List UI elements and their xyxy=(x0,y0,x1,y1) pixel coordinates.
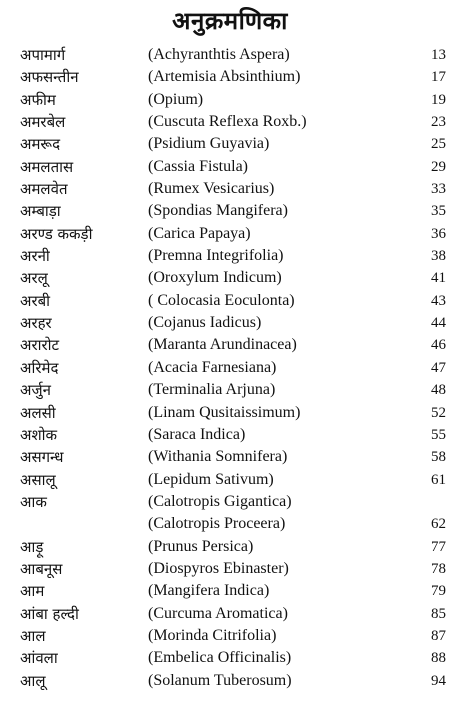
hindi-name: अर्जुन xyxy=(20,381,51,400)
page-number: 38 xyxy=(431,248,446,265)
index-entry xyxy=(0,424,460,446)
hindi-name: अरलू xyxy=(20,269,48,288)
index-entry xyxy=(0,558,460,580)
botanical-name: (Maranta Arundinacea) xyxy=(148,336,297,354)
hindi-name: आक xyxy=(20,492,47,511)
botanical-name: (Lepidum Sativum) xyxy=(148,470,274,488)
botanical-name: (Carica Papaya) xyxy=(148,224,251,242)
page-number: 23 xyxy=(431,114,446,131)
hindi-name: आलू xyxy=(20,671,46,690)
page-number: 88 xyxy=(431,650,446,667)
index-entry xyxy=(0,267,460,289)
hindi-name: अरिमेद xyxy=(20,358,59,377)
botanical-name: (Terminalia Arjuna) xyxy=(148,381,276,399)
botanical-name: (Solanum Tuberosum) xyxy=(148,671,292,689)
hindi-name: अलसी xyxy=(20,403,56,422)
page-number: 52 xyxy=(431,404,446,421)
page-number: 78 xyxy=(431,560,446,577)
botanical-name: (Premna Integrifolia) xyxy=(148,247,284,265)
page-number: 13 xyxy=(431,47,446,63)
index-entry xyxy=(0,402,460,424)
botanical-name: (Calotropis Proceera) xyxy=(148,515,286,533)
index-entry xyxy=(0,491,460,513)
index-entry xyxy=(0,446,460,468)
page-number: 19 xyxy=(431,91,446,108)
page-number: 35 xyxy=(431,203,446,220)
hindi-name: अपामार्ग xyxy=(20,46,66,64)
botanical-name: (Diospyros Ebinaster) xyxy=(148,559,289,577)
hindi-name: अफीम xyxy=(20,90,56,109)
index-entry xyxy=(0,580,460,602)
page-title: अनुक्रमणिका xyxy=(172,7,288,35)
index-entry xyxy=(0,334,460,356)
botanical-name: (Cassia Fistula) xyxy=(148,157,248,175)
index-entry xyxy=(0,200,460,222)
index-entry xyxy=(0,290,460,312)
page-number: 55 xyxy=(431,426,446,443)
hindi-name: आल xyxy=(20,626,46,645)
botanical-name: (Oroxylum Indicum) xyxy=(148,269,282,287)
hindi-name: आड़ू xyxy=(20,537,44,556)
index-entry xyxy=(0,670,460,692)
index-entry xyxy=(0,111,460,133)
hindi-name: असालू xyxy=(20,470,56,489)
index-entry xyxy=(0,245,460,267)
botanical-name: (Saraca Indica) xyxy=(148,425,246,443)
index-list xyxy=(0,44,460,692)
index-entry xyxy=(0,312,460,334)
page-number: 29 xyxy=(431,158,446,175)
hindi-name: आम xyxy=(20,582,45,601)
hindi-name: अरनी xyxy=(20,247,50,266)
botanical-name: ( Colocasia Eoculonta) xyxy=(148,291,295,309)
page-number: 87 xyxy=(431,627,446,644)
hindi-name: आबनूस xyxy=(20,559,63,578)
page-number: 33 xyxy=(431,181,446,198)
hindi-name: आंबा हल्दी xyxy=(20,604,79,623)
index-entry xyxy=(0,178,460,200)
index-entry xyxy=(0,625,460,647)
page-number: 43 xyxy=(431,292,446,309)
botanical-name: (Curcuma Aromatica) xyxy=(148,604,288,622)
page-number: 44 xyxy=(431,315,446,332)
page-number: 17 xyxy=(431,69,446,86)
hindi-name: अरारोट xyxy=(20,336,60,355)
page-number: 58 xyxy=(431,449,446,466)
index-entry xyxy=(0,469,460,491)
botanical-name: (Acacia Farnesiana) xyxy=(148,358,277,376)
botanical-name: (Withania Somnifera) xyxy=(148,448,288,466)
page-number: 46 xyxy=(431,337,446,354)
hindi-name: अफसन्तीन xyxy=(20,68,79,87)
botanical-name: (Linam Qusitaissimum) xyxy=(148,403,301,421)
hindi-name: अमलवेत xyxy=(20,180,68,199)
page-number: 48 xyxy=(431,382,446,399)
page-number: 77 xyxy=(431,538,446,555)
index-entry xyxy=(0,647,460,669)
index-entry xyxy=(0,357,460,379)
hindi-name: आंवला xyxy=(20,649,58,668)
hindi-name: अरबी xyxy=(20,291,51,310)
botanical-name: (Prunus Persica) xyxy=(148,537,254,555)
botanical-name: (Calotropis Gigantica) xyxy=(148,492,292,510)
hindi-name: अम्बाड़ा xyxy=(20,202,61,221)
hindi-name: अमरूद xyxy=(20,135,61,154)
page-number: 25 xyxy=(431,136,446,153)
botanical-name: (Embelica Officinalis) xyxy=(148,649,292,667)
index-entry xyxy=(0,133,460,155)
index-entry xyxy=(0,89,460,111)
botanical-name: (Spondias Mangifera) xyxy=(148,202,288,220)
botanical-name: (Achyranthtis Aspera) xyxy=(148,46,290,63)
botanical-name: (Mangifera Indica) xyxy=(148,582,270,600)
page-number: 94 xyxy=(431,672,446,689)
botanical-name: (Opium) xyxy=(148,90,204,108)
hindi-name: अरण्ड ककड़ी xyxy=(20,224,93,243)
botanical-name: (Cojanus Iadicus) xyxy=(148,314,262,332)
index-entry xyxy=(0,44,460,66)
page-number: 47 xyxy=(431,359,446,376)
hindi-name: अमरबेल xyxy=(20,113,66,132)
index-entry xyxy=(0,223,460,245)
page-number: 41 xyxy=(431,270,446,287)
page-number: 36 xyxy=(431,225,446,242)
index-entry xyxy=(0,66,460,88)
index-entry xyxy=(0,603,460,625)
page-number: 79 xyxy=(431,583,446,600)
hindi-name: असगन्ध xyxy=(20,448,64,467)
index-entry xyxy=(0,536,460,558)
hindi-name: अरहर xyxy=(20,314,52,333)
index-entry xyxy=(0,513,460,535)
page-number: 85 xyxy=(431,605,446,622)
botanical-name: (Morinda Citrifolia) xyxy=(148,626,277,644)
botanical-name: (Cuscuta Reflexa Roxb.) xyxy=(148,113,307,131)
index-entry xyxy=(0,156,460,178)
page-number: 62 xyxy=(431,516,446,533)
botanical-name: (Psidium Guyavia) xyxy=(148,135,270,153)
botanical-name: (Rumex Vesicarius) xyxy=(148,180,275,198)
index-entry xyxy=(0,379,460,401)
hindi-name: अशोक xyxy=(20,425,58,444)
botanical-name: (Artemisia Absinthium) xyxy=(148,68,301,86)
page-number: 61 xyxy=(431,471,446,488)
hindi-name: अमलतास xyxy=(20,157,74,176)
